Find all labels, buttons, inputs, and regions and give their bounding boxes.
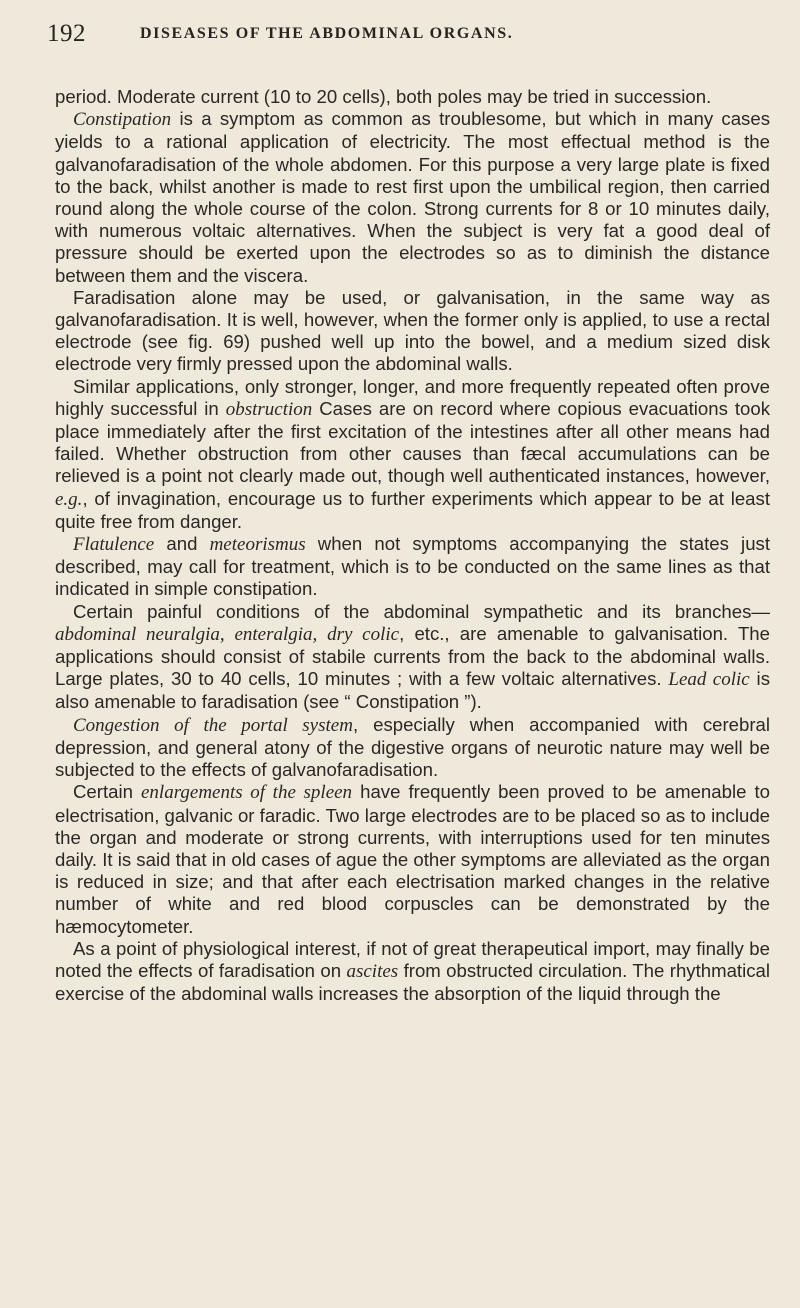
italic-term: enlargements of the spleen [140,782,353,804]
paragraph [55,376,770,533]
page-number: 192 [47,20,86,47]
text-run: Faradisation alone may be used, or galvanisation, in the same way as galvanofaradisation. It is well, however, when the former only is applied, to use a rectal electrode (see fig. 69) pushed well up into the bowel, and a medium sized disk electrode very firmly pressed upon the abdominal walls. [55,286,770,375]
text-run: and [154,533,210,555]
italic-term: meteorismus [209,534,306,556]
italic-term: Lead colic [668,669,750,691]
italic-term: Flatulence [73,534,155,556]
italic-term: Constipation [73,109,172,131]
text-run: Certain [73,781,141,803]
paragraph [55,601,770,714]
text-run: , of invagination, encourage us to further experiments which appear to be at least quite free from danger. [55,487,770,532]
paragraph [55,781,770,937]
paragraph [55,287,770,376]
italic-term: Congestion of the portal system [73,714,353,736]
text-run: when not symptoms accompanying the states just described, may call for treatment, which is to be conducted on the same lines as that indicated in simple constipation. [55,533,770,600]
paragraph [55,108,770,287]
italic-term: ascites [346,960,399,982]
text-run: As a point of physiological interest, if not of great therapeutical import, may finally be noted the effects of faradisation on [55,937,770,981]
running-title: DISEASES OF THE ABDOMINAL ORGANS. [140,25,514,42]
paragraph [55,938,770,1006]
text-run: is a symptom as common as troublesome, but which in many cases yields to a rational application of electricity. The most effectual method is the galvanofaradisation of the whole abdomen. For this purpose a very large plate is fixed to the back, whilst another is made to rest first upon the umbilical region, then carried round along the whole course of the colon. Strong currents for 8 or 10 minutes daily, with numerous voltaic alternatives. When the subject is very fat a good deal of pressure should be exerted upon the electrodes so as to diminish the distance between them and the viscera. [55,108,770,286]
paragraph [55,533,770,601]
text-run: Certain painful conditions of the abdominal sympathetic and its branches— [73,600,770,622]
body-text [55,86,770,1005]
text-run: Similar applications, only stronger, longer, and more frequently repeated often prove highly successful in [55,375,770,419]
text-run: , especially when accompanied with cerebral depression, and general atony of the digestive organs of neurotic nature may well be subjected to the effects of galvanofaradisation. [55,713,771,781]
italic-term: abdominal neuralgia, enteralgia, dry colic [55,623,400,645]
italic-term: e.g. [55,488,83,510]
text-run: Cases are on record where copious evacuations took place immediately after the first excitation of the intestines after all other means had failed. Whether obstruction from other causes than fæcal accumulations can be relieved is a point not clearly made out, though well authenticated instances, however, [55,397,771,487]
text-run: from obstructed circulation. The rhythmatical exercise of the abdominal walls increases the absorption of the liquid through the [55,959,770,1005]
page-header [47,20,770,50]
text-run: is also amenable to faradisation (see “ Constipation ”). [55,668,770,713]
text-run: have frequently been proved to be amenable to electrisation, galvanic or faradic. Two large electrodes are to be placed so as to include the organ and moderate or strong currents, with interruptions used for ten minutes daily. It is said that in old cases of ague the other symptoms are alleviated as the organ is reduced in size; and that after each electrisation marked changes in the relative number of white and red blood corpuscles can be demonstrated by the hæmocytometer. [55,781,770,937]
paragraph [55,714,770,782]
italic-term: obstruction [225,398,313,420]
text-run: period. Moderate current (10 to 20 cells), both poles may be tried in succession. [55,86,712,107]
paragraph [55,86,770,108]
text-run: , etc., are amenable to galvanisation. The applications should consist of stabile currents from the back to the abdominal walls. Large plates, 30 to 40 cells, 10 minutes ; with a few voltaic alternatives. [55,622,770,690]
